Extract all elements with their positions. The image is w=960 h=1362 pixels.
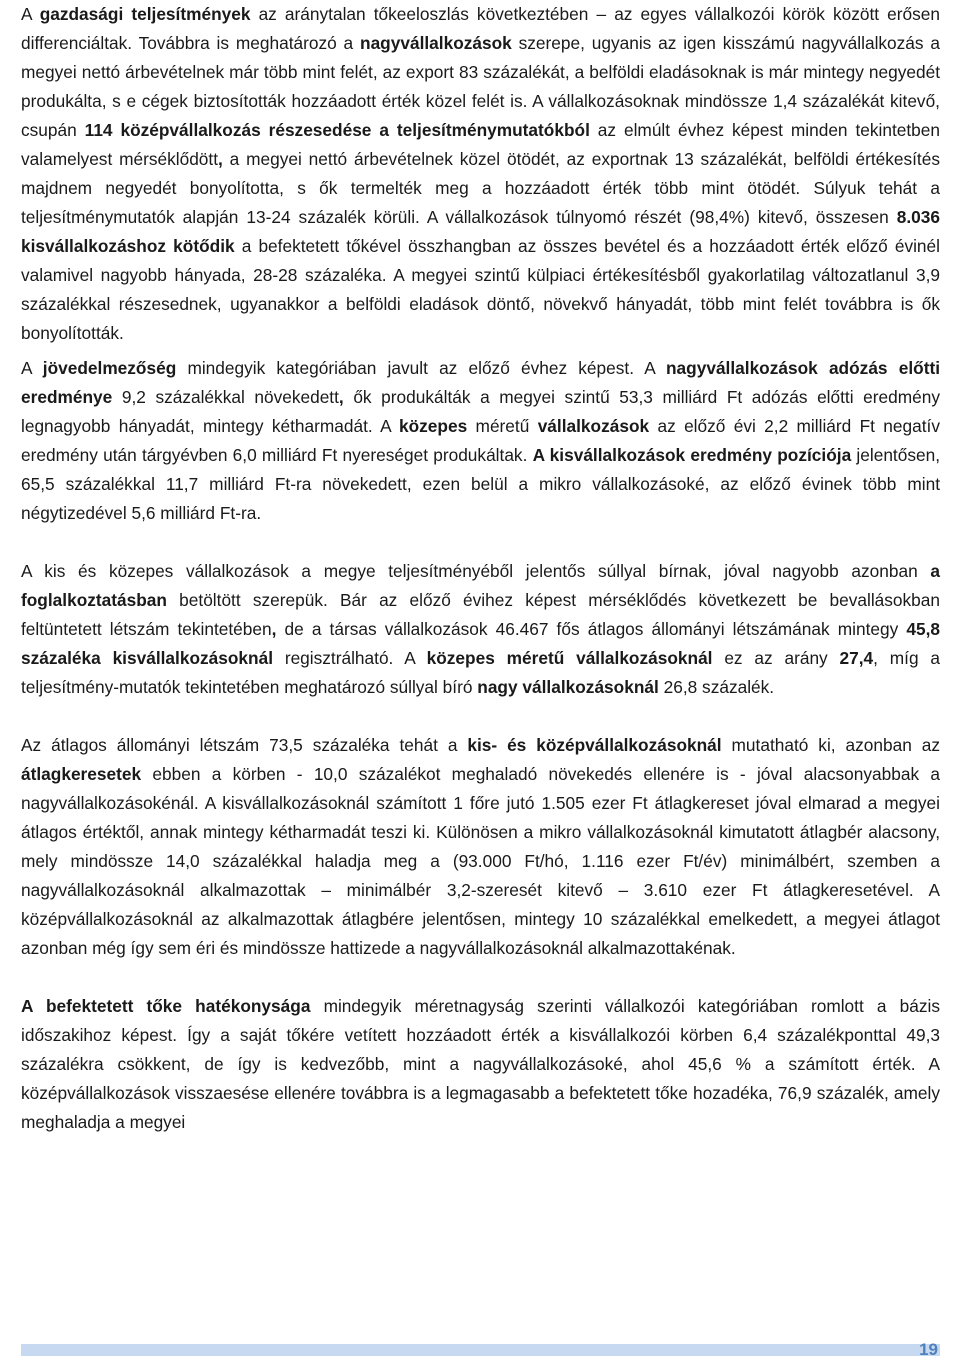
bold-text-run: átlagkeresetek	[21, 764, 142, 784]
text-run: jelentősen, 65,5 százalékkal 11,7 milliárd Ft-ra növekedett, ezen belül a mikro vállalkozásoké, az előző évinek több mint négytizedével 5,6 milliárd Ft-ra.	[21, 445, 941, 523]
text-run: A	[21, 358, 43, 378]
text-run: betöltött szerepük. Bár az előző évihez képest mérséklődés következett be bevallásokban feltüntetett létszám tekintetében	[21, 590, 940, 639]
bold-text-run: kis- és középvállalkozásoknál	[467, 735, 722, 755]
page-number: 19	[919, 1340, 938, 1359]
paragraph-profitability	[21, 354, 940, 528]
bold-text-run: 114 középvállalkozás részesedése a teljesítménymutatókból	[84, 120, 590, 140]
text-run: 26,8 százalék.	[658, 677, 775, 697]
text-run: ez az arány	[712, 648, 840, 668]
text-run: méretű	[467, 416, 538, 436]
bold-text-run: közepes méretű vállalkozásoknál	[426, 648, 713, 668]
bold-text-run: 8.036 kisvállalkozáshoz kötődik	[21, 207, 940, 256]
bold-text-run: közepes	[399, 416, 468, 436]
paragraph-average-earnings	[21, 731, 940, 963]
bold-text-run: A befektetett tőke hatékonysága	[21, 996, 311, 1016]
text-run: ebben a körben - 10,0 százalékot meghaladó növekedés ellenére is - jóval alacsonyabbak a nagyvállalkozásokénál. A kisvállalkozásoknál számított 1 főre jutó 1.505 ezer Ft átlagkereset jóval elmarad a megyei átlagos értéktől, annak mintegy kétharmadát teszi ki. Különösen a mikro vállalkozásoknál kimutatott átlagbér alacsony, mely mindössze 14,0 százalékkal haladja meg a (93.000 Ft/hó, 1.116 ezer Ft/év) minimálbért, szemben a nagyvállalkozásoknál alkalmazottak – minimálbér 3,2-szeresét kitevő – 3.610 ezer Ft átlagkeresetével. A középvállalkozásoknál az alkalmazottak átlagbére jelentősen, mintegy 10 százalékkal emelkedett, a megyei átlagot azonban még így sem éri és mindössze hattizede a nagyvállalkozásoknál alkalmazottakénak.	[21, 764, 940, 958]
text-run: az aránytalan tőkeeloszlás következtében – az egyes vállalkozói körök között erősen differenciáltak. Továbbra is meghatározó a	[21, 4, 941, 53]
bold-text-run: a foglalkoztatásban	[21, 561, 940, 610]
text-run: A kis és közepes vállalkozások a megye teljesítményéből jelentős súllyal bírnak, jóval nagyobb azonban	[21, 561, 931, 581]
text-run: mutatható ki, azonban az	[721, 735, 940, 755]
bold-text-run: nagy vállalkozásoknál	[477, 677, 659, 697]
text-run: a megyei nettó árbevételnek közel ötödét, az exportnak 13 százalékát, belföldi értékesítés majdnem negyedét bonyolította, s ők termelték meg a hozzáadott érték több mint ötödét. Súlyuk tehát a teljesítménymutatók alapján 13-24 százalék körüli. A vállalkozások túlnyomó részét (98,4%) kitevő, összesen	[21, 149, 940, 227]
text-run: az előző évi 2,2 milliárd Ft negatív eredmény után tárgyévben 6,0 milliárd Ft nyereséget produkáltak.	[21, 416, 940, 465]
text-run: a befektetett tőkével összhangban az összes bevétel és a hozzáadott érték előző évinél valamivel nagyobb hányada, 28-28 százaléka. A megyei szintű külpiaci értékesítésből gyakorlatilag változatlanul 3,9 százalékkal részesednek, ugyanakkor a belföldi eladások döntő, növekvő hányadát, több mint felét továbbra is ők bonyolították.	[21, 236, 940, 343]
bold-text-run: A kisvállalkozások eredmény pozíciója	[532, 445, 852, 465]
bold-text-run: nagyvállalkozások adózás előtti eredménye	[21, 358, 940, 407]
footer-bar	[21, 1344, 940, 1356]
paragraph-employment	[21, 557, 940, 702]
text-run: regisztrálható. A	[273, 648, 427, 668]
text-run: szerepe, ugyanis az igen kisszámú nagyvállalkozás a megyei nettó árbevételnek már több mint felét, az export 83 százalékát, a belföldi eladásoknak is már mintegy negyedét produkálta, s e cégek biztosították hozzáadott érték közel felét is. A vállalkozásoknak mindössze 1,4 százalékát kitevő, csupán	[21, 33, 941, 140]
text-run: de a társas vállalkozások 46.467 fős átlagos állományi létszámának mintegy	[276, 619, 907, 639]
text-run: mindegyik méretnagyság szerinti vállalkozói kategóriában romlott a bázis időszakihoz képest. Így a saját tőkére vetített hozzáadott érték a kisvállalkozói körben 6,4 százalékponttal 49,3 százalékra csökkent, de így is kedvezőbb, mint a nagyvállalkozásoké, ahol 45,6 % a számított érték. A középvállalkozások visszaesése ellenére továbbra is a legmagasabb a befektetett tőke hozadéka, 76,9 százalék, amely meghaladja a megyei	[21, 996, 941, 1132]
bold-text-run: 45,8 százaléka kisvállalkozásoknál	[21, 619, 940, 668]
bold-text-run: ,	[271, 619, 277, 639]
text-run: az elmúlt évhez képest minden tekintetben valamelyest mérséklődött	[21, 120, 941, 169]
bold-text-run: nagyvállalkozások	[360, 33, 512, 53]
paragraph-economic-performance	[21, 0, 940, 348]
bold-text-run: gazdasági teljesítmények	[39, 4, 251, 24]
text-run: , míg a teljesítmény-mutatók tekintetében meghatározó súllyal bíró	[21, 648, 941, 697]
document-body	[21, 0, 940, 1137]
text-run: ők produkálták a megyei szintű 53,3 milliárd Ft adózás előtti eredmény legnagyobb hányadát, mintegy kétharmadát. A	[21, 387, 940, 436]
bold-text-run: ,	[338, 387, 344, 407]
bold-text-run: vállalkozások	[537, 416, 650, 436]
text-run: 9,2 százalékkal növekedett	[112, 387, 339, 407]
text-run: Az átlagos állományi létszám 73,5 százaléka tehát a	[21, 735, 468, 755]
bold-text-run: ,	[218, 149, 223, 169]
bold-text-run: 27,4	[839, 648, 874, 668]
paragraph-capital-efficiency	[21, 992, 940, 1137]
text-run: mindegyik kategóriában javult az előző évhez képest. A	[176, 358, 666, 378]
bold-text-run: jövedelmezőség	[42, 358, 177, 378]
text-run: A	[21, 4, 40, 24]
